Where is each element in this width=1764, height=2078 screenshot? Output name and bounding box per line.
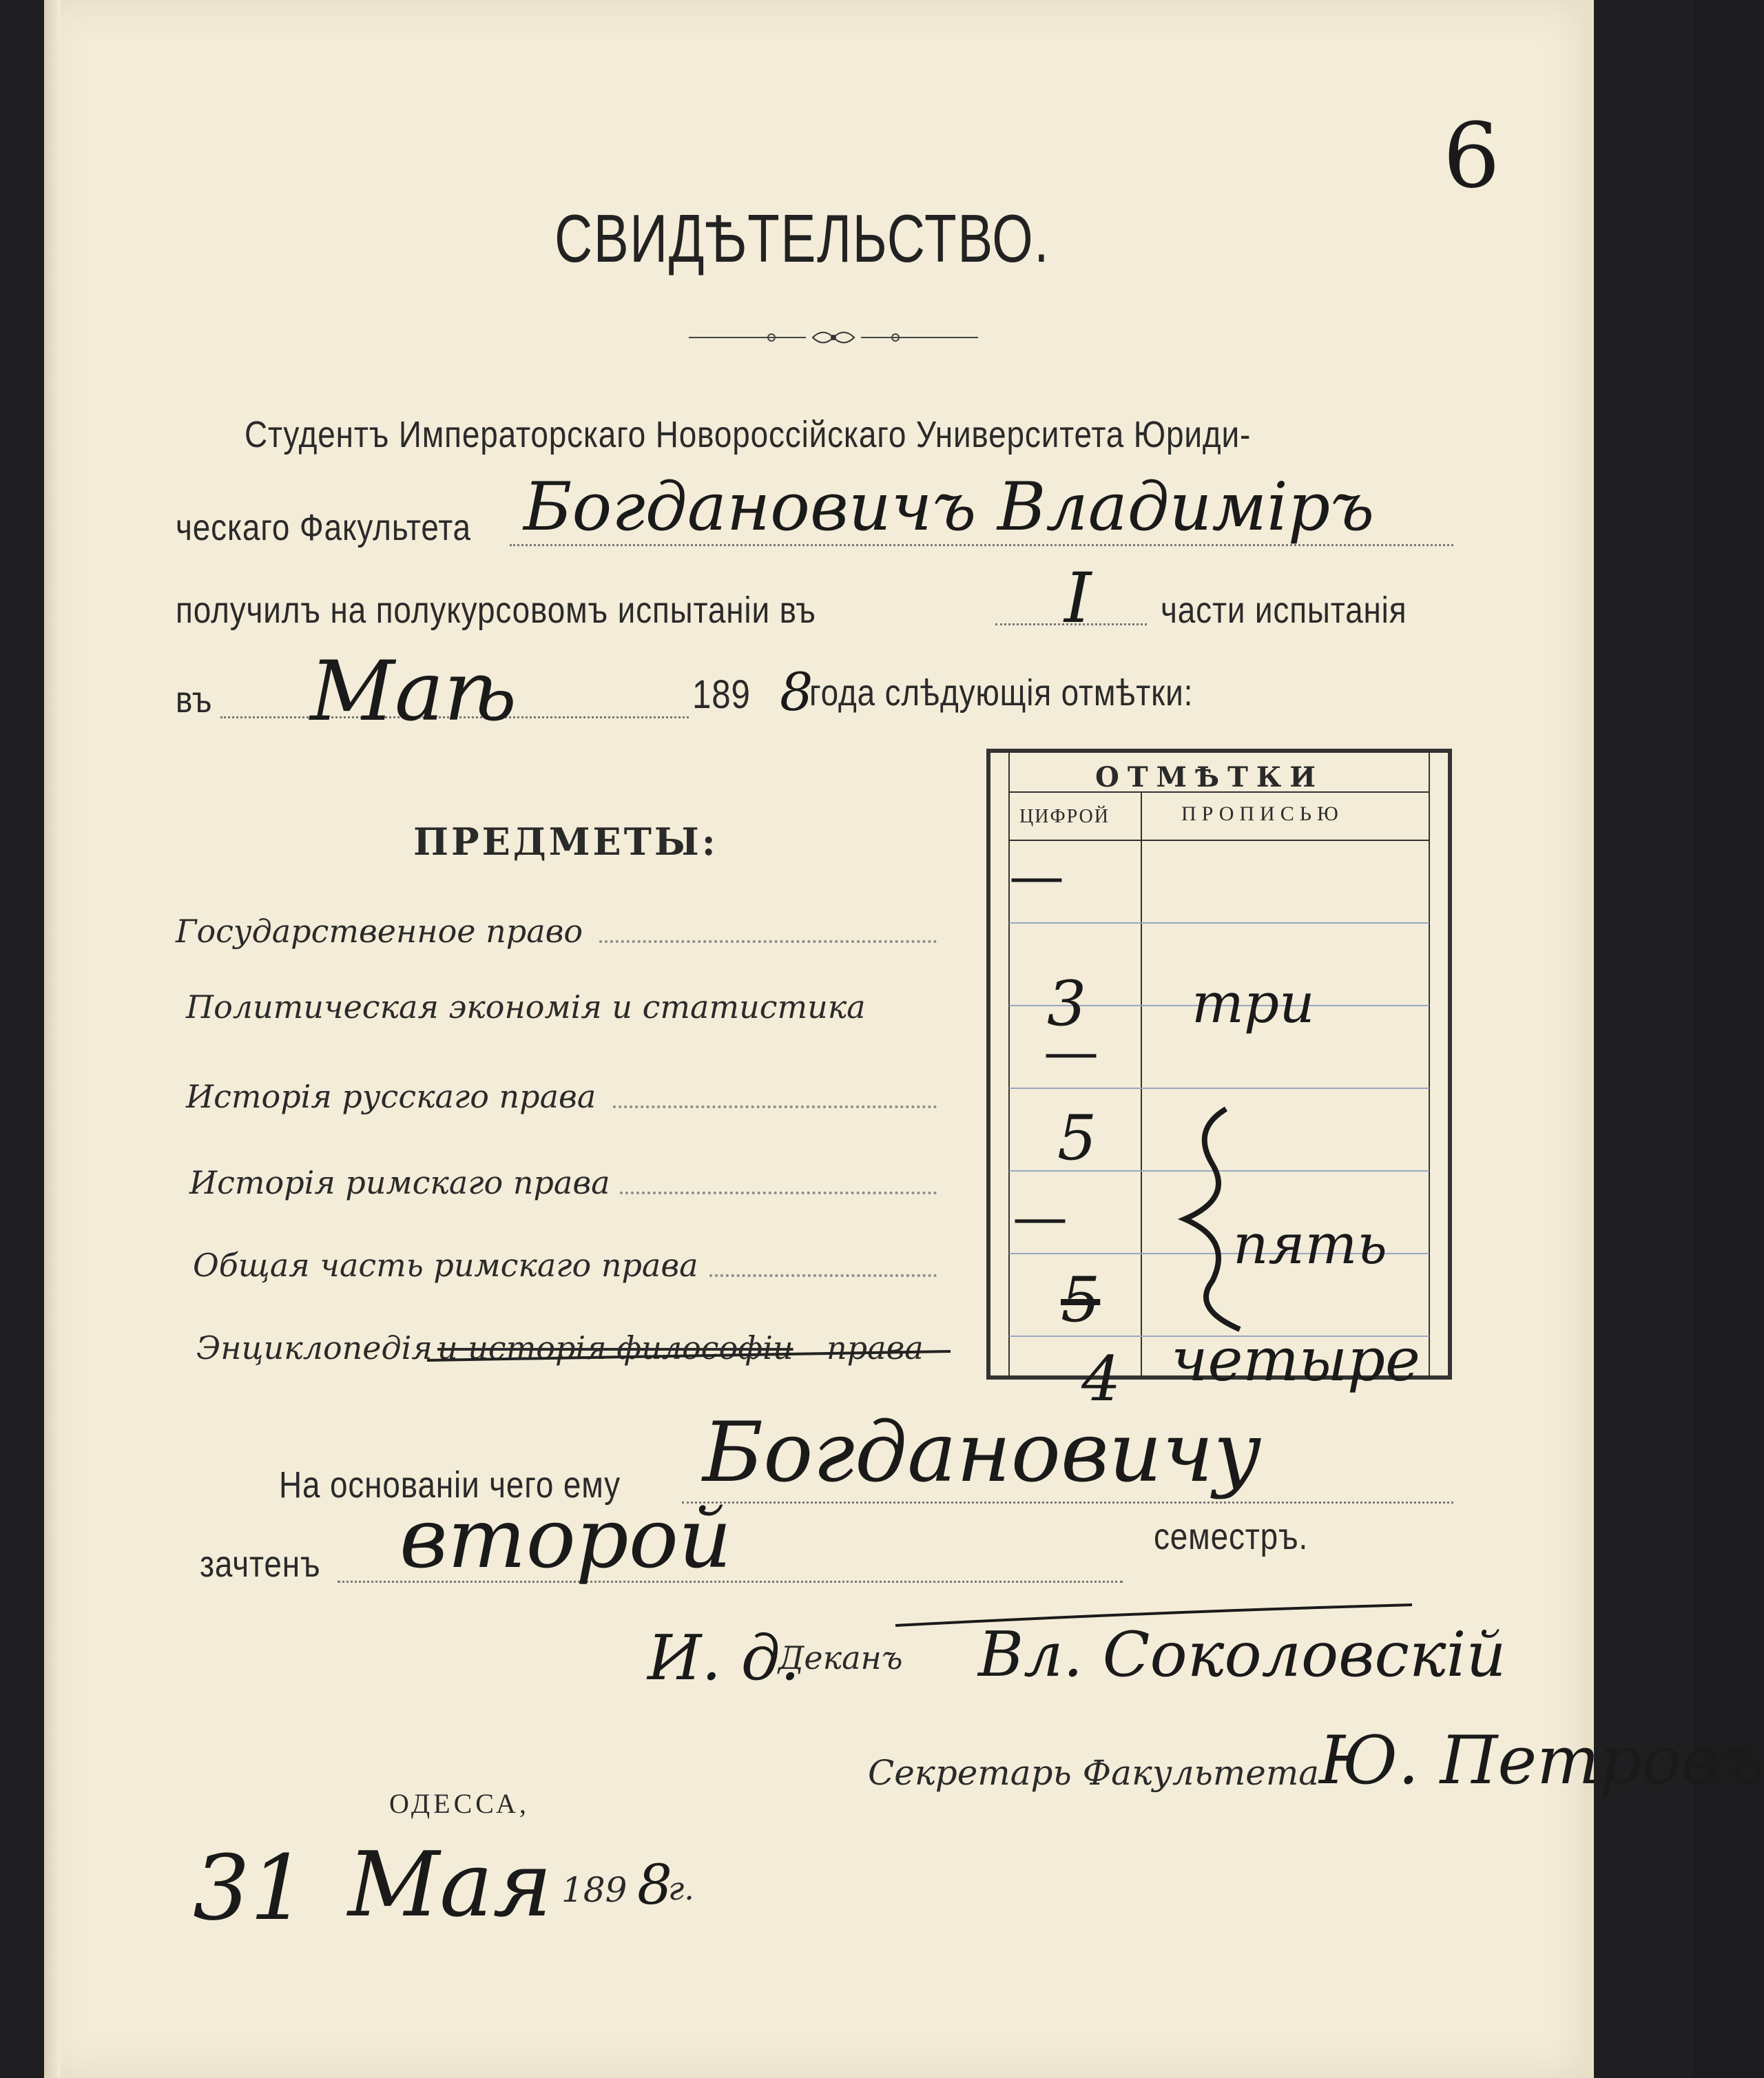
page-number: 6 — [1443, 103, 1500, 208]
date-year-digit: 8 — [637, 1853, 672, 1917]
mark-digit-7: 4 — [1081, 1343, 1121, 1415]
mark-digit-1: — — [1009, 844, 1064, 908]
brace-mark — [1150, 1102, 1247, 1336]
subject-russian-law-history: Исторiя русскаго права — [186, 1078, 596, 1115]
year-prefix: 189 — [692, 672, 751, 717]
subject-leader-3 — [613, 1105, 937, 1108]
credited-prefix: зачтенъ — [200, 1544, 321, 1585]
marks-table-header: ОТМѢТКИ — [1095, 761, 1325, 793]
dean-signature-flourish — [895, 1598, 1419, 1639]
page-binding — [44, 0, 61, 2078]
dean-acting: И. д. — [647, 1622, 800, 1694]
intro-line-1: Студентъ Императорскаго Новороссiйскаго Университета Юриди- — [245, 414, 1252, 455]
subject-leader-5 — [709, 1274, 937, 1277]
intro-line-2-prefix: ческаго Факультета — [176, 507, 471, 548]
subject-roman-law-history: Исторiя римскаго права — [189, 1164, 610, 1201]
marks-col-words: ПРОПИСЬЮ — [1181, 802, 1344, 825]
subject-encyclopedia-suffix: права — [827, 1329, 924, 1367]
secretary-signature: Ю. Петровъ — [1319, 1722, 1764, 1799]
basis-name-line — [682, 1502, 1453, 1504]
mark-digit-4: 5 — [1057, 1102, 1097, 1174]
date-month: Мая — [348, 1832, 552, 1937]
basis-prefix: На основанiи чего ему — [279, 1464, 621, 1506]
ornament-divider — [689, 324, 978, 351]
date-suffix: г. — [668, 1870, 694, 1907]
place: ОДЕССА, — [389, 1788, 530, 1819]
mark-word-2: три — [1192, 971, 1315, 1035]
intro-line-3-suffix: части испытанiя — [1161, 590, 1407, 631]
subject-encyclopedia: Энциклопедiя — [196, 1329, 433, 1367]
exam-month: Маѣ — [310, 644, 517, 740]
intro-line-4-prefix: въ — [176, 679, 213, 720]
subject-roman-law-general: Общая часть римскаго права — [193, 1247, 698, 1284]
dean-title: Деканъ — [778, 1639, 903, 1676]
subject-leader-1 — [599, 940, 937, 943]
basis-name: Богдановичу — [703, 1405, 1262, 1501]
year-digit: 8 — [780, 661, 813, 723]
intro-line-4-suffix: года слѣдующiя отмѣтки: — [809, 672, 1194, 714]
marks-col-digits: ЦИФРОЙ — [1019, 806, 1110, 827]
date-day: 31 — [193, 1836, 307, 1940]
strike-underline — [427, 1343, 957, 1371]
mark-digit-3: — — [1044, 1019, 1099, 1083]
document-title: СВИДѢТЕЛЬСТВО. — [554, 200, 1050, 276]
subject-encyclopedia-struck: и исторiя философiи — [437, 1329, 793, 1367]
part-value: I — [1064, 558, 1092, 638]
date-year-prefix: 189 — [561, 1870, 627, 1910]
mark-digit-2: 3 — [1047, 968, 1087, 1040]
mark-digit-6: 5 — [1061, 1264, 1101, 1336]
semester-suffix: семестръ. — [1154, 1516, 1309, 1557]
mark-digit-5: — — [1013, 1185, 1068, 1249]
mark-word-5: пять — [1233, 1212, 1387, 1276]
subject-political-economy: Политическая экономiя и статистика — [186, 988, 866, 1026]
subjects-heading: ПРЕДМЕТЫ: — [413, 820, 718, 864]
intro-line-3-prefix: получилъ на полукурсовомъ испытанiи въ — [176, 590, 816, 631]
subject-state-law: Государственное право — [176, 913, 583, 950]
mark-word-7: четыре — [1171, 1326, 1420, 1395]
student-name: Богдановичъ Владимiръ — [523, 468, 1375, 546]
secretary-title: Секретарь Факультета — [868, 1753, 1320, 1793]
semester-value: второй — [400, 1491, 732, 1587]
subject-leader-4 — [620, 1192, 937, 1194]
dean-signature: Вл. Соколовскiй — [978, 1619, 1506, 1691]
